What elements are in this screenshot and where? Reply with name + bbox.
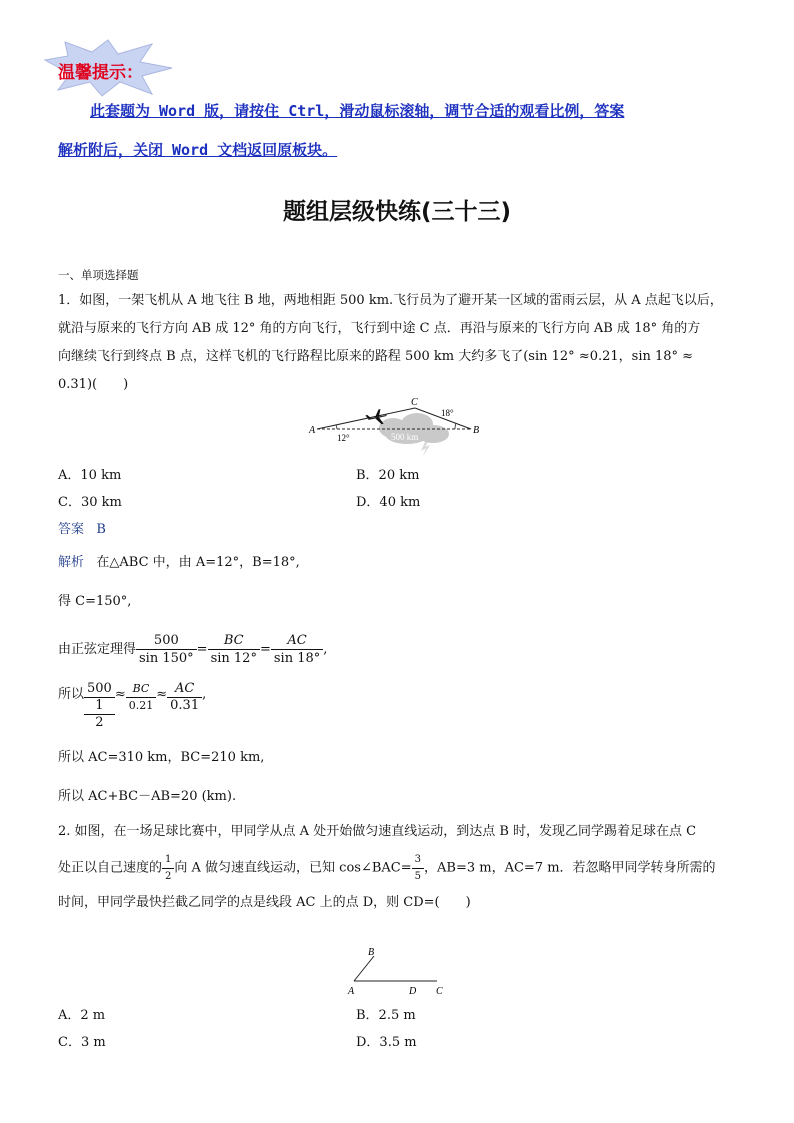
fig2-label-a: A xyxy=(348,986,355,997)
fig1-angle-b: 18° xyxy=(441,408,454,418)
q2-figure xyxy=(340,943,450,999)
solution-1: 在△ABC 中，由 A=12°，B=18°, xyxy=(96,555,300,570)
q1-analysis-line-1 xyxy=(58,555,300,571)
q2-option-d: D．3.5 m xyxy=(356,1035,417,1050)
fig1-label-b: B xyxy=(473,425,480,436)
sol3-frac-3: $\frac{AC}{\sin 18^\circ}$ xyxy=(271,632,323,667)
half-fraction: $\frac{1}{2}$ xyxy=(162,852,174,885)
solution-3: 由正弦定理得 $\frac{500}{\sin 150^\circ}$ = $\frac{BC}{\sin 12^\circ}$ = $\frac{AC}{\sin 18^\circ}$ , xyxy=(58,633,328,666)
fig1-label-c: C xyxy=(411,397,418,408)
q1-line-4: 0.31)( ) xyxy=(58,377,129,392)
q1-line-3: 向继续飞行到终点 B 点，这样飞机的飞行路程比原来的路程 500 km 大约多飞了(sin 12° ≈0.21，sin 18° ≈ xyxy=(58,349,694,364)
fig2-label-b: B xyxy=(368,947,375,958)
tip-label: 温馨提示： xyxy=(58,63,143,83)
q1-line-1: 1．如图，一架飞机从 A 地飞往 B 地，两地相距 500 km.飞行员为了避开某一区域的雷雨云层，从 A 点起飞以后， xyxy=(58,293,723,308)
q2-line-2: 处正以自己速度的 $\frac{1}{2}$ 向 A 做匀速直线运动，已知 cos∠BAC= $\frac{3}{5}$ ，AB=3 m，AC=7 m．若忽略甲同学转身所需的 xyxy=(58,852,716,885)
q1-figure xyxy=(305,396,495,456)
q1-option-a: A．10 km xyxy=(58,468,122,483)
sol3-frac-1: $\frac{500}{\sin 150^\circ}$ xyxy=(136,632,197,667)
fig1-cloud-label: 500 km xyxy=(391,432,419,442)
sol3-frac-2: $\frac{BC}{\sin 12^\circ}$ xyxy=(208,632,260,667)
solution-5: 所以 AC=310 km，BC=210 km, xyxy=(58,750,265,765)
sol4-prefix: 所以 xyxy=(58,687,85,702)
q1-answer-row xyxy=(58,522,106,538)
q2-option-b: B．2.5 m xyxy=(356,1008,416,1023)
answer-value: B xyxy=(96,522,106,537)
sol4-frac-1: 500 1 2 xyxy=(84,681,115,731)
solution-4: 所以 500 1 2 ≈ $\frac{BC}{0.21}$ ≈ $\frac{AC}{0.31}$ , xyxy=(58,681,207,730)
analysis-label: 解析 xyxy=(58,555,85,570)
notice-line-1: 此套题为 Word 版，请按住 Ctrl，滑动鼠标滚轴，调节合适的观看比例，答案 xyxy=(90,102,625,120)
q2-option-c: C．3 m xyxy=(58,1035,106,1050)
q1-line-2: 就沿与原来的飞行方向 AB 成 12° 角的方向飞行，飞行到中途 C 点．再沿与原来的飞行方向 AB 成 18° 角的方 xyxy=(58,321,701,336)
section-heading: 一、单项选择题 xyxy=(58,268,139,282)
answer-label: 答案 xyxy=(58,522,85,537)
solution-2: 得 C=150°, xyxy=(58,594,132,609)
q2-line-3: 时间，甲同学最快拦截乙同学的点是线段 AC 上的点 D，则 CD=( ) xyxy=(58,895,471,910)
fig1-label-a: A xyxy=(309,425,316,436)
cos-fraction: $\frac{3}{5}$ xyxy=(412,852,424,885)
fig1-angle-a: 12° xyxy=(337,433,350,443)
q1-option-b: B．20 km xyxy=(356,468,420,483)
solution-6: 所以 AC+BC－AB=20 (km). xyxy=(58,789,237,804)
q2-line-1: 2. 如图，在一场足球比赛中，甲同学从点 A 处开始做匀速直线运动，到达点 B 时，发现乙同学踢着足球在点 C xyxy=(58,824,697,839)
page-title: 题组层级快练(三十三) xyxy=(282,199,512,225)
fig2-label-c: C xyxy=(436,986,443,997)
q1-option-c: C．30 km xyxy=(58,495,122,510)
q1-option-d: D．40 km xyxy=(356,495,421,510)
fig2-label-d: D xyxy=(409,986,417,997)
notice-line-2: 解析附后，关闭 Word 文档返回原板块。 xyxy=(58,141,338,159)
sol4-frac-3: $\frac{AC}{0.31}$ xyxy=(167,681,202,714)
sol4-frac-2: $\frac{BC}{0.21}$ xyxy=(126,681,157,714)
sol3-prefix: 由正弦定理得 xyxy=(58,642,137,657)
q2-option-a: A．2 m xyxy=(58,1008,106,1023)
